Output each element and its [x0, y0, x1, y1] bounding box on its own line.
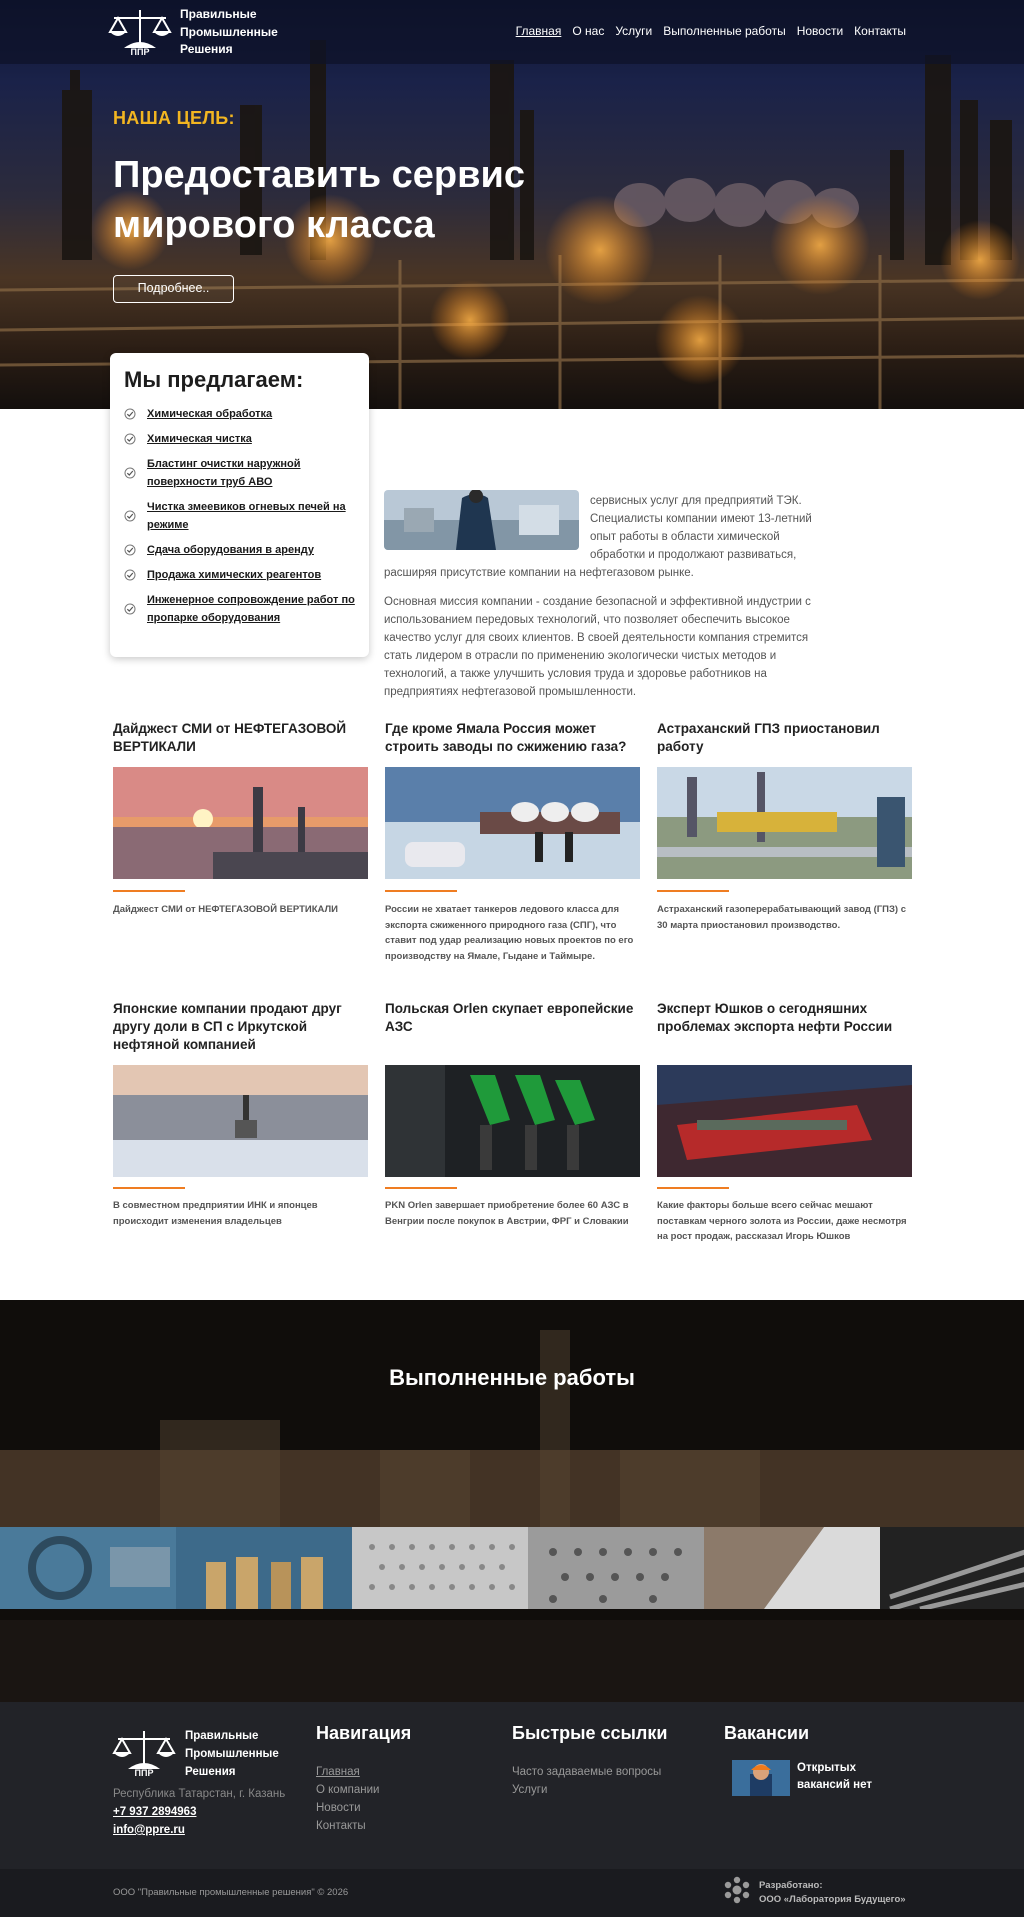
footer-quick-list — [512, 1763, 661, 1799]
news-title[interactable]: Где кроме Ямала Россия может строить заводы по сжижению газа? — [385, 721, 627, 754]
offer-link-coil-cleaning[interactable]: Чистка змеевиков огневых печей на режиме — [147, 501, 346, 531]
works-title: Выполненные работы — [389, 1365, 635, 1390]
nav-news[interactable]: Новости — [796, 24, 844, 38]
works-image-workers-team[interactable] — [176, 1527, 352, 1609]
news-image-gas-processing-plant[interactable] — [657, 767, 912, 879]
offer-link-chemical-cleaning[interactable]: Химическая чистка — [147, 433, 252, 445]
developer-label: Разработано: — [759, 1880, 823, 1891]
footer-quick-title: Быстрые ссылки — [512, 1723, 668, 1743]
news-image-sunset-industrial-coast[interactable] — [113, 767, 368, 879]
news-image-fuel-nozzles[interactable] — [385, 1065, 640, 1177]
nav-completed-works[interactable]: Выполненные работы — [663, 24, 786, 38]
footer-logo-text — [185, 1727, 295, 1781]
vacancies-text: Открытых вакансий нет — [797, 1762, 872, 1791]
works-gallery — [0, 1527, 1024, 1609]
news-accent-line — [657, 1187, 729, 1189]
completed-works-section — [0, 1300, 1024, 1702]
news-card[interactable] — [385, 1000, 640, 1227]
news-image-lng-tanker-ice[interactable] — [385, 767, 640, 879]
vacancies-worker-image — [732, 1760, 790, 1796]
offer-link-equipment-rental[interactable]: Сдача оборудования в аренду — [147, 544, 314, 556]
offer-link-chemical-treatment[interactable]: Химическая обработка — [147, 408, 273, 420]
news-desc: Дайджест СМИ от НЕФТЕГАЗОВОЙ ВЕРТИКАЛИ — [113, 904, 338, 915]
about-paragraph-2: Основная миссия компании - создание безопасной и эффективной индустрии с использованием передовых технологий, что позволяет обеспечить высокое качество услуг для своих клиентов. В своей деятельности компания стремится стать лидером в отрасли по применению экологически чистых методов и технологий, а также улучшить условия труда и здоровье работников на предприятиях нефтегазовой промышленности. — [384, 596, 811, 698]
works-image-pipe-flange[interactable] — [0, 1527, 176, 1609]
footer-logo-monogram: ППР — [134, 1768, 154, 1778]
offer-item — [124, 541, 356, 559]
site-header — [0, 0, 1024, 64]
news-title[interactable]: Дайджест СМИ от НЕФТЕГАЗОВОЙ ВЕРТИКАЛИ — [113, 721, 347, 754]
footer-nav-home[interactable]: Главная — [316, 1766, 360, 1778]
news-title[interactable]: Японские компании продают друг другу доли в СП с Иркутской нефтяной компанией — [113, 1001, 342, 1052]
nav-services[interactable]: Услуги — [615, 24, 653, 38]
about-paragraph-1: сервисных услуг для предприятий ТЭК. Специалисты компании имеют 13-летний опыт работы в области химической обработки и продолжают развиваться, расширяя присутствие компании на нефтегазовом рынке. — [384, 495, 812, 579]
news-card[interactable] — [113, 1000, 368, 1227]
copyright-text: ООО "Правильные промышленные решения" © 2026 — [113, 1887, 349, 1898]
news-card[interactable] — [657, 1000, 912, 1242]
offer-item — [124, 430, 356, 448]
nav-about[interactable]: О нас — [572, 24, 605, 38]
news-title[interactable]: Эксперт Юшков о сегодняшних проблемах экспорта нефти России — [657, 1001, 893, 1034]
logo-monogram: ППР — [130, 47, 150, 56]
news-desc: Какие факторы больше всего сейчас мешают поставкам черного золота из России, даже несмотря на рост продаж, рассказал Игорь Юшков — [657, 1200, 907, 1242]
offer-item — [124, 498, 356, 534]
logo-text — [180, 6, 290, 59]
check-circle-icon — [124, 408, 136, 420]
news-accent-line — [113, 1187, 185, 1189]
news-title[interactable]: Астраханский ГПЗ приостановил работу — [657, 721, 880, 754]
hero-more-button[interactable]: Подробнее.. — [113, 275, 234, 303]
footer-nav-news[interactable]: Новости — [316, 1802, 361, 1814]
check-circle-icon — [124, 510, 136, 522]
news-accent-line — [385, 890, 457, 892]
footer-phone-link[interactable]: +7 937 2894963 — [113, 1806, 197, 1818]
footer-logo[interactable] — [112, 1728, 176, 1778]
footer-logo-line-2: Промышленные — [185, 1748, 279, 1760]
news-desc: Астраханский газоперерабатывающий завод (ГПЗ) с 30 марта приостановил производство. — [657, 904, 906, 931]
offer-item — [124, 405, 356, 423]
footer-logo-line-1: Правильные — [185, 1730, 259, 1742]
offer-item — [124, 566, 356, 584]
logo-line-1: Правильные — [180, 7, 257, 21]
nav-contacts[interactable]: Контакты — [854, 24, 906, 38]
offer-link-blasting[interactable]: Бластинг очистки наружной поверхности труб АВО — [147, 458, 301, 488]
footer-nav-about[interactable]: О компании — [316, 1784, 380, 1796]
check-circle-icon — [124, 467, 136, 479]
hero-title: Предоставить сервис мирового класса — [113, 154, 525, 246]
offer-item — [124, 455, 356, 491]
works-background-image — [0, 1300, 1024, 1702]
footer-nav-title: Навигация — [316, 1723, 412, 1743]
news-card[interactable] — [657, 720, 912, 931]
footer-quick-services[interactable]: Услуги — [512, 1784, 548, 1796]
news-card[interactable] — [113, 720, 368, 915]
footer-logo-line-3: Решения — [185, 1766, 236, 1778]
check-circle-icon — [124, 569, 136, 581]
hero-kicker: НАША ЦЕЛЬ: — [113, 108, 235, 128]
main-nav — [516, 24, 906, 38]
offer-link-reagent-sales[interactable]: Продажа химических реагентов — [147, 569, 322, 581]
check-circle-icon — [124, 433, 136, 445]
news-accent-line — [385, 1187, 457, 1189]
news-accent-line — [113, 890, 185, 892]
works-image-perforated-plate[interactable] — [352, 1527, 528, 1609]
news-image-snowy-forest-rig[interactable] — [113, 1065, 368, 1177]
logo-line-3: Решения — [180, 42, 233, 56]
offer-link-engineering-support[interactable]: Инженерное сопровождение работ по пропарке оборудования — [147, 594, 355, 624]
developer-credit[interactable] — [759, 1879, 906, 1907]
footer-quick-faq[interactable]: Часто задаваемые вопросы — [512, 1766, 662, 1778]
check-circle-icon — [124, 603, 136, 615]
hero-section — [0, 0, 1024, 409]
works-image-conveyor-rollers[interactable] — [880, 1527, 1024, 1609]
news-accent-line — [657, 890, 729, 892]
offer-card — [110, 353, 369, 657]
news-image-oil-tanker-brent[interactable] — [657, 1065, 912, 1177]
developer-logo-icon — [724, 1876, 750, 1904]
about-paragraph-1-wrap — [384, 492, 817, 582]
footer-address: Республика Татарстан, г. Казань — [113, 1788, 286, 1800]
offer-title: Мы предлагаем: — [124, 367, 304, 392]
offer-list — [124, 405, 356, 627]
developer-name[interactable]: ООО «Лаборатория Будущего» — [759, 1894, 906, 1905]
news-desc: России не хватает танкеров ледового класса для экспорта сжиженного природного газа (СПГ), что ставит под удар реализацию новых проектов по его производству на Ямале, Гыдане и Таймыре. — [385, 904, 634, 962]
footer-email-link[interactable]: info@ppre.ru — [113, 1824, 185, 1836]
news-desc: PKN Orlen завершает приобретение более 60 АЗС в Венгрии после покупок в Австрии, ФРГ и Словакии — [385, 1200, 629, 1227]
footer-nav-list — [316, 1763, 379, 1835]
works-image-metal-cloth[interactable] — [704, 1527, 880, 1609]
footer-vacancies-title: Вакансии — [724, 1723, 810, 1743]
news-desc: В совместном предприятии ИНК и японцев происходит изменения владельцев — [113, 1200, 318, 1227]
nav-home[interactable]: Главная — [515, 24, 562, 38]
footer-nav-contacts[interactable]: Контакты — [316, 1820, 366, 1832]
news-title[interactable]: Польская Orlen скупает европейские АЗС — [385, 1001, 634, 1034]
offer-item — [124, 591, 356, 627]
company-logo[interactable] — [108, 8, 172, 56]
works-image-perforated-metal[interactable] — [528, 1527, 704, 1609]
news-card[interactable] — [385, 720, 640, 962]
logo-line-2: Промышленные — [180, 24, 278, 39]
check-circle-icon — [124, 544, 136, 556]
